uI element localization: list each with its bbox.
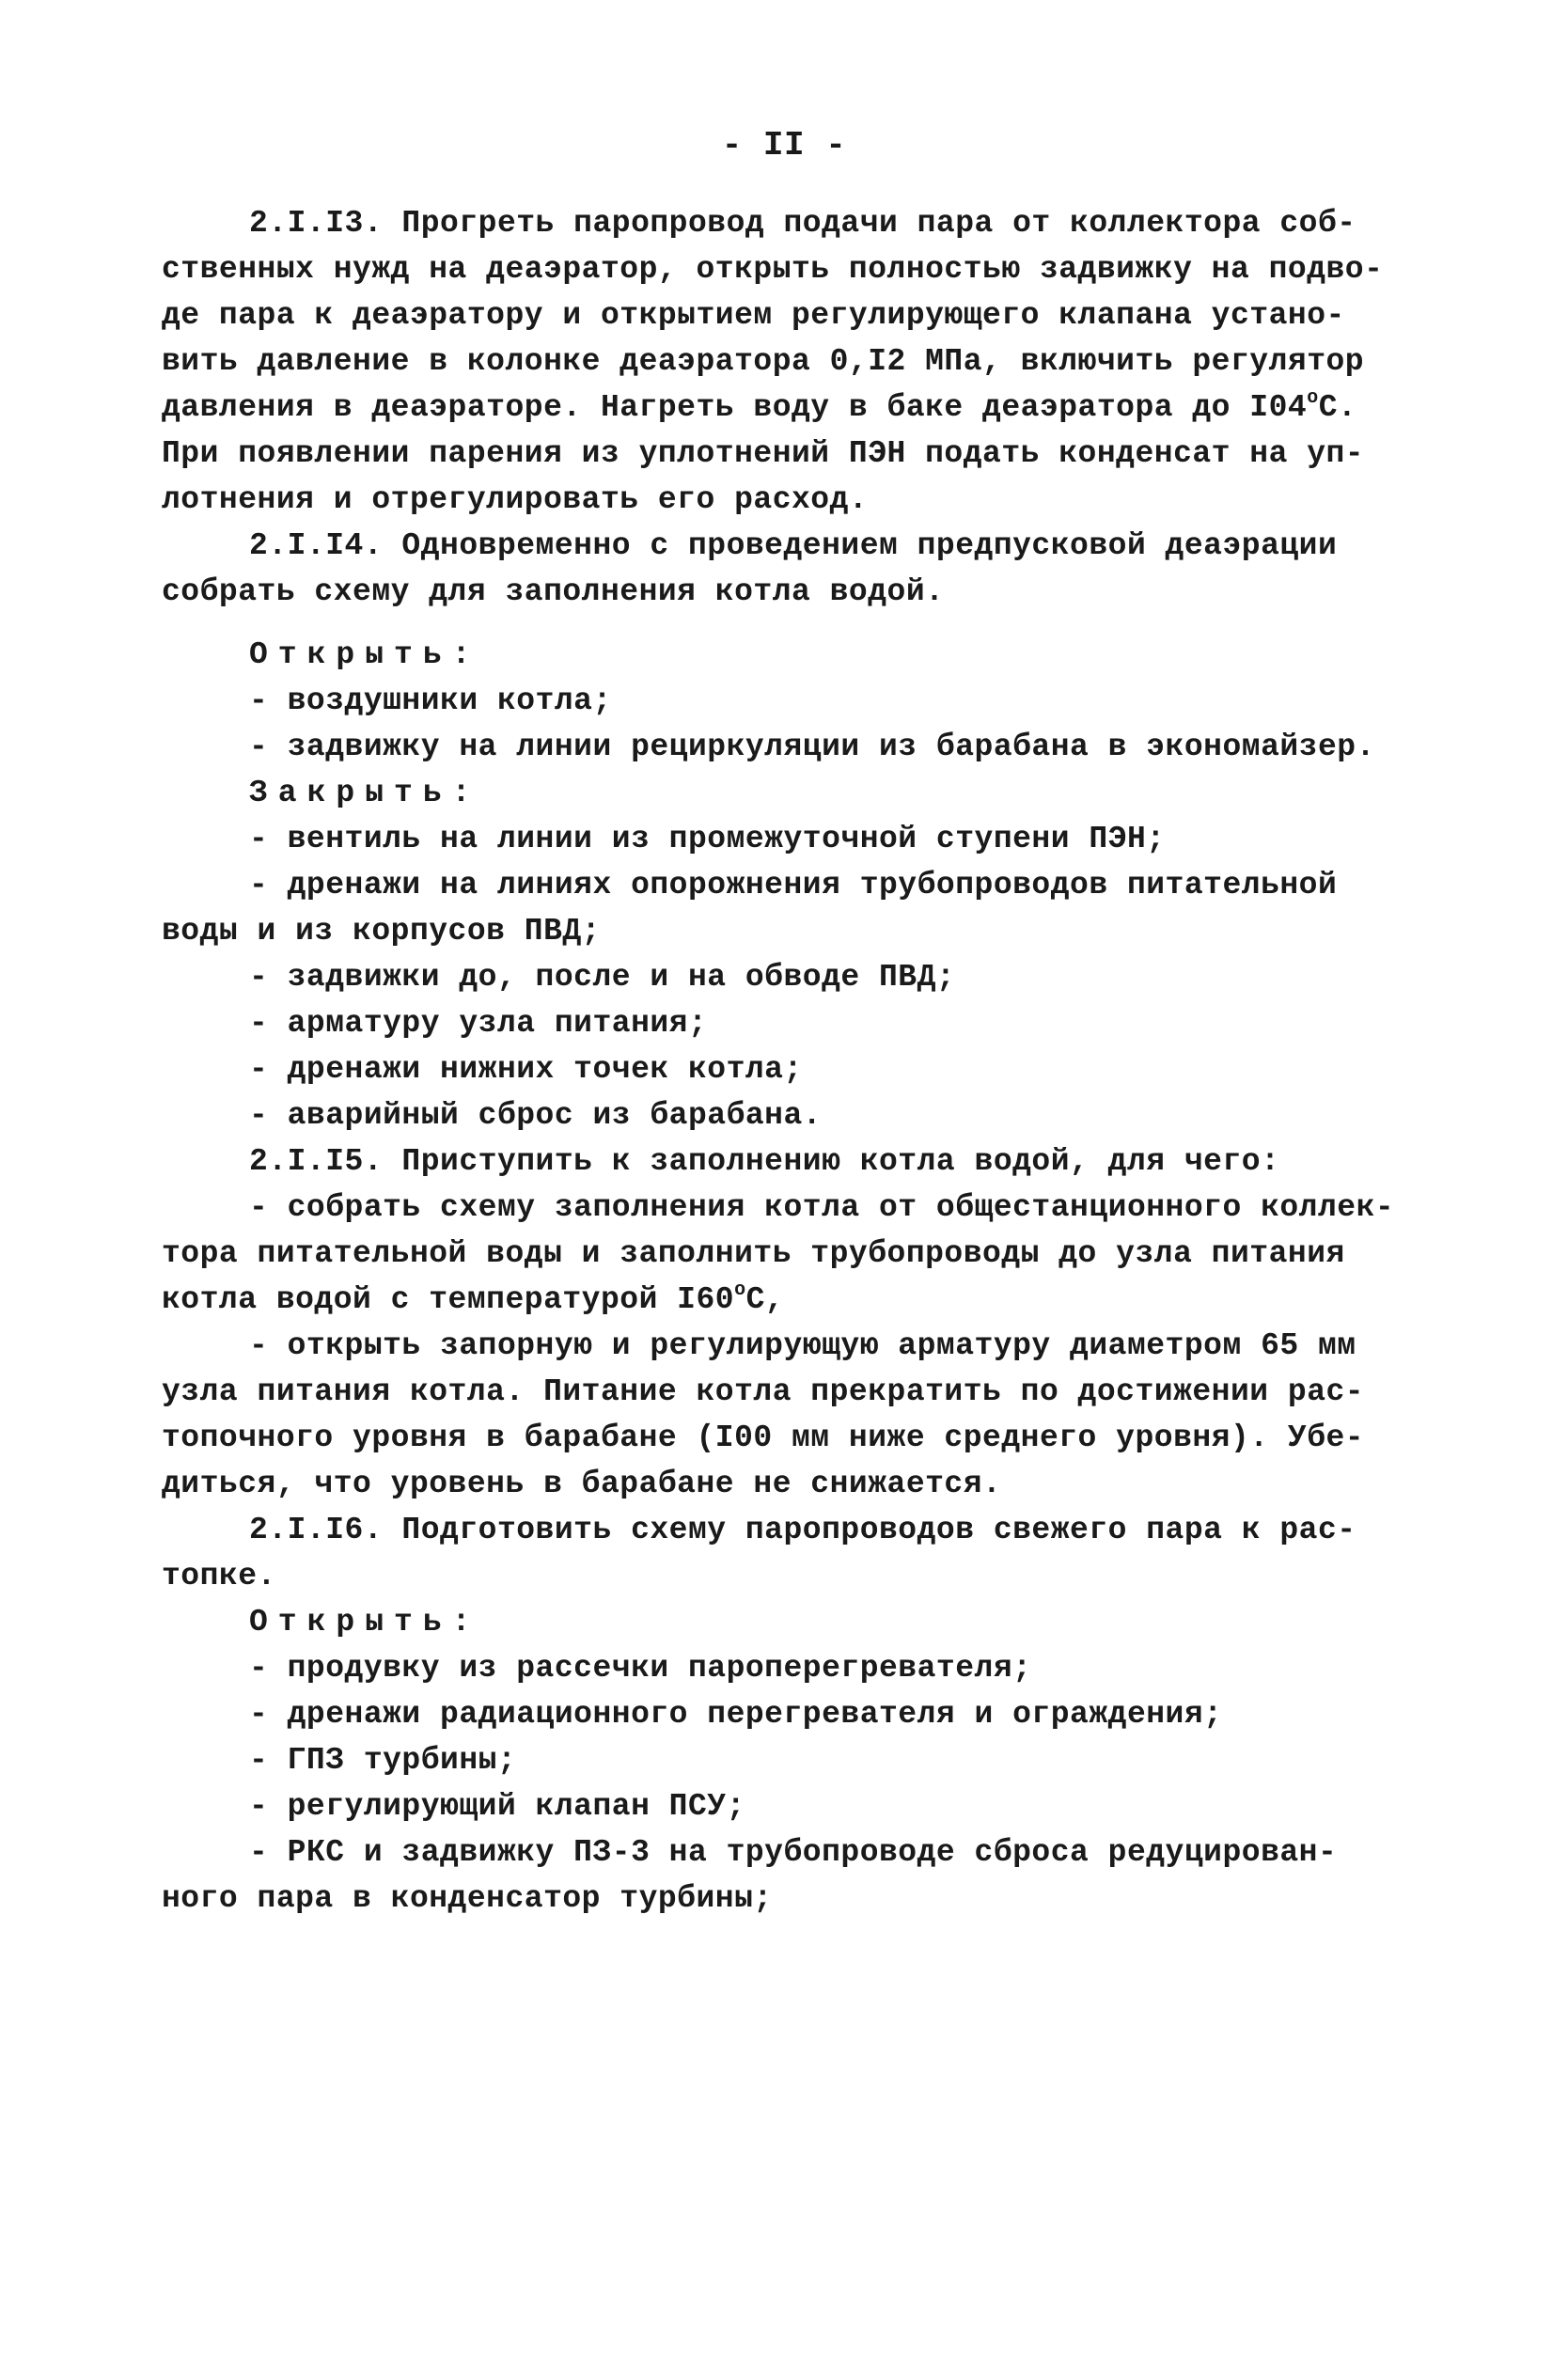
text-line xyxy=(162,1783,1327,1829)
degree-superscript: o xyxy=(734,1279,746,1301)
line-text: - дренажи на линиях опорожнения трубопроводов питательной xyxy=(249,868,1338,902)
text-line xyxy=(162,1046,1327,1092)
document-body xyxy=(162,200,1395,1922)
line-text: - задвижку на линии рециркуляции из барабана в экономайзер. xyxy=(249,730,1375,764)
text-line xyxy=(162,477,1327,523)
text-line xyxy=(162,1000,1327,1046)
line-text: - аварийный сброс из барабана. xyxy=(249,1098,823,1133)
text-line xyxy=(162,246,1384,292)
line-text: - РКС и задвижку ПЗ-3 на трубопроводе сброса редуцирован- xyxy=(249,1835,1338,1870)
line-text: топке. xyxy=(162,1559,276,1593)
text-line xyxy=(162,1323,1356,1369)
line-text: котла водой с температурой I60 xyxy=(162,1282,735,1317)
line-text: - продувку из рассечки пароперегревателя; xyxy=(249,1651,1032,1686)
line-text: тора питательной воды и заполнить трубопроводы до узла питания xyxy=(162,1236,1345,1271)
line-text: Закрыть: xyxy=(249,776,481,810)
text-line xyxy=(162,816,1327,862)
text-line xyxy=(162,1461,1327,1507)
line-text: диться, что уровень в барабане не снижается. xyxy=(162,1467,1002,1501)
line-text: ственных нужд на деаэратор, открыть полностью задвижку на подво- xyxy=(162,252,1384,287)
degree-superscript: o xyxy=(1307,387,1319,409)
line-text: - задвижки до, после и на обводе ПВД; xyxy=(249,960,956,995)
line-text: - дренажи нижних точек котла; xyxy=(249,1052,803,1087)
text-line xyxy=(162,384,1357,431)
text-line xyxy=(162,954,1327,1000)
text-line xyxy=(162,1231,1345,1277)
line-text: 2.I.I6. Подготовить схему паропроводов свежего пара к рас- xyxy=(249,1513,1356,1547)
line-text: Открыть: xyxy=(249,1605,481,1640)
text-line xyxy=(162,1507,1356,1553)
text-line xyxy=(162,1829,1338,1875)
line-text: лотнения и отрегулировать его расход. xyxy=(162,482,869,517)
text-line xyxy=(162,1369,1365,1415)
line-text: давления в деаэраторе. Нагреть воду в баке деаэратора до I04 xyxy=(162,390,1308,425)
section-heading xyxy=(162,632,1327,678)
line-text: 2.I.I5. Приступить к заполнению котла водой, для чего: xyxy=(249,1144,1280,1179)
text-line xyxy=(162,862,1338,908)
line-text: - собрать схему заполнения котла от общестанционного коллек- xyxy=(249,1190,1395,1225)
line-text: 2.I.I3. Прогреть паропровод подачи пара от коллектора соб- xyxy=(249,206,1356,241)
line-text: ного пара в конденсатор турбины; xyxy=(162,1881,773,1916)
text-line xyxy=(162,431,1365,477)
text-line xyxy=(162,1875,1327,1922)
line-text: - арматуру узла питания; xyxy=(249,1006,708,1041)
line-text: 2.I.I4. Одновременно с проведением предпусковой деаэрации xyxy=(249,528,1338,563)
text-line xyxy=(162,1691,1327,1737)
text-line xyxy=(162,1553,1327,1599)
line-text: топочного уровня в барабане (I00 мм ниже среднего уровня). Убе- xyxy=(162,1420,1365,1455)
line-text: - ГПЗ турбины; xyxy=(249,1743,517,1778)
line-text: воды и из корпусов ПВД; xyxy=(162,914,601,949)
line-text: - воздушники котла; xyxy=(249,683,612,718)
line-text: вить давление в колонке деаэратора 0,I2 МПа, включить регулятор xyxy=(162,344,1365,379)
line-text: - вентиль на линии из промежуточной ступени ПЭН; xyxy=(249,822,1166,856)
line-text: - регулирующий клапан ПСУ; xyxy=(249,1789,745,1824)
line-text: узла питания котла. Питание котла прекратить по достижении рас- xyxy=(162,1374,1365,1409)
text-line xyxy=(162,724,1375,770)
line-text: собрать схему для заполнения котла водой. xyxy=(162,574,945,609)
text-line xyxy=(162,1092,1327,1138)
paragraph-gap xyxy=(162,615,1327,632)
text-line xyxy=(162,523,1338,569)
text-line xyxy=(162,1645,1327,1691)
page-number: - II - xyxy=(721,126,847,165)
text-line xyxy=(162,1737,1327,1783)
text-line xyxy=(162,678,1327,724)
text-line xyxy=(162,292,1345,338)
line-text: Открыть: xyxy=(249,637,481,672)
section-heading xyxy=(162,1599,1327,1645)
line-text-tail: С, xyxy=(745,1282,785,1317)
text-line xyxy=(162,338,1365,384)
text-line xyxy=(162,1138,1327,1185)
text-line xyxy=(162,200,1356,246)
line-text: - дренажи радиационного перегревателя и ограждения; xyxy=(249,1697,1223,1732)
line-text: При появлении парения из уплотнений ПЭН подать конденсат на уп- xyxy=(162,436,1365,471)
text-line xyxy=(162,1277,1327,1323)
text-line xyxy=(162,908,1327,954)
text-line xyxy=(162,569,1327,615)
line-text-tail: С. xyxy=(1318,390,1357,425)
line-text: - открыть запорную и регулирующую арматуру диаметром 65 мм xyxy=(249,1328,1356,1363)
text-line xyxy=(162,1185,1395,1231)
text-line xyxy=(162,1415,1365,1461)
line-text: де пара к деаэратору и открытием регулирующего клапана устано- xyxy=(162,298,1345,333)
section-heading xyxy=(162,770,1327,816)
